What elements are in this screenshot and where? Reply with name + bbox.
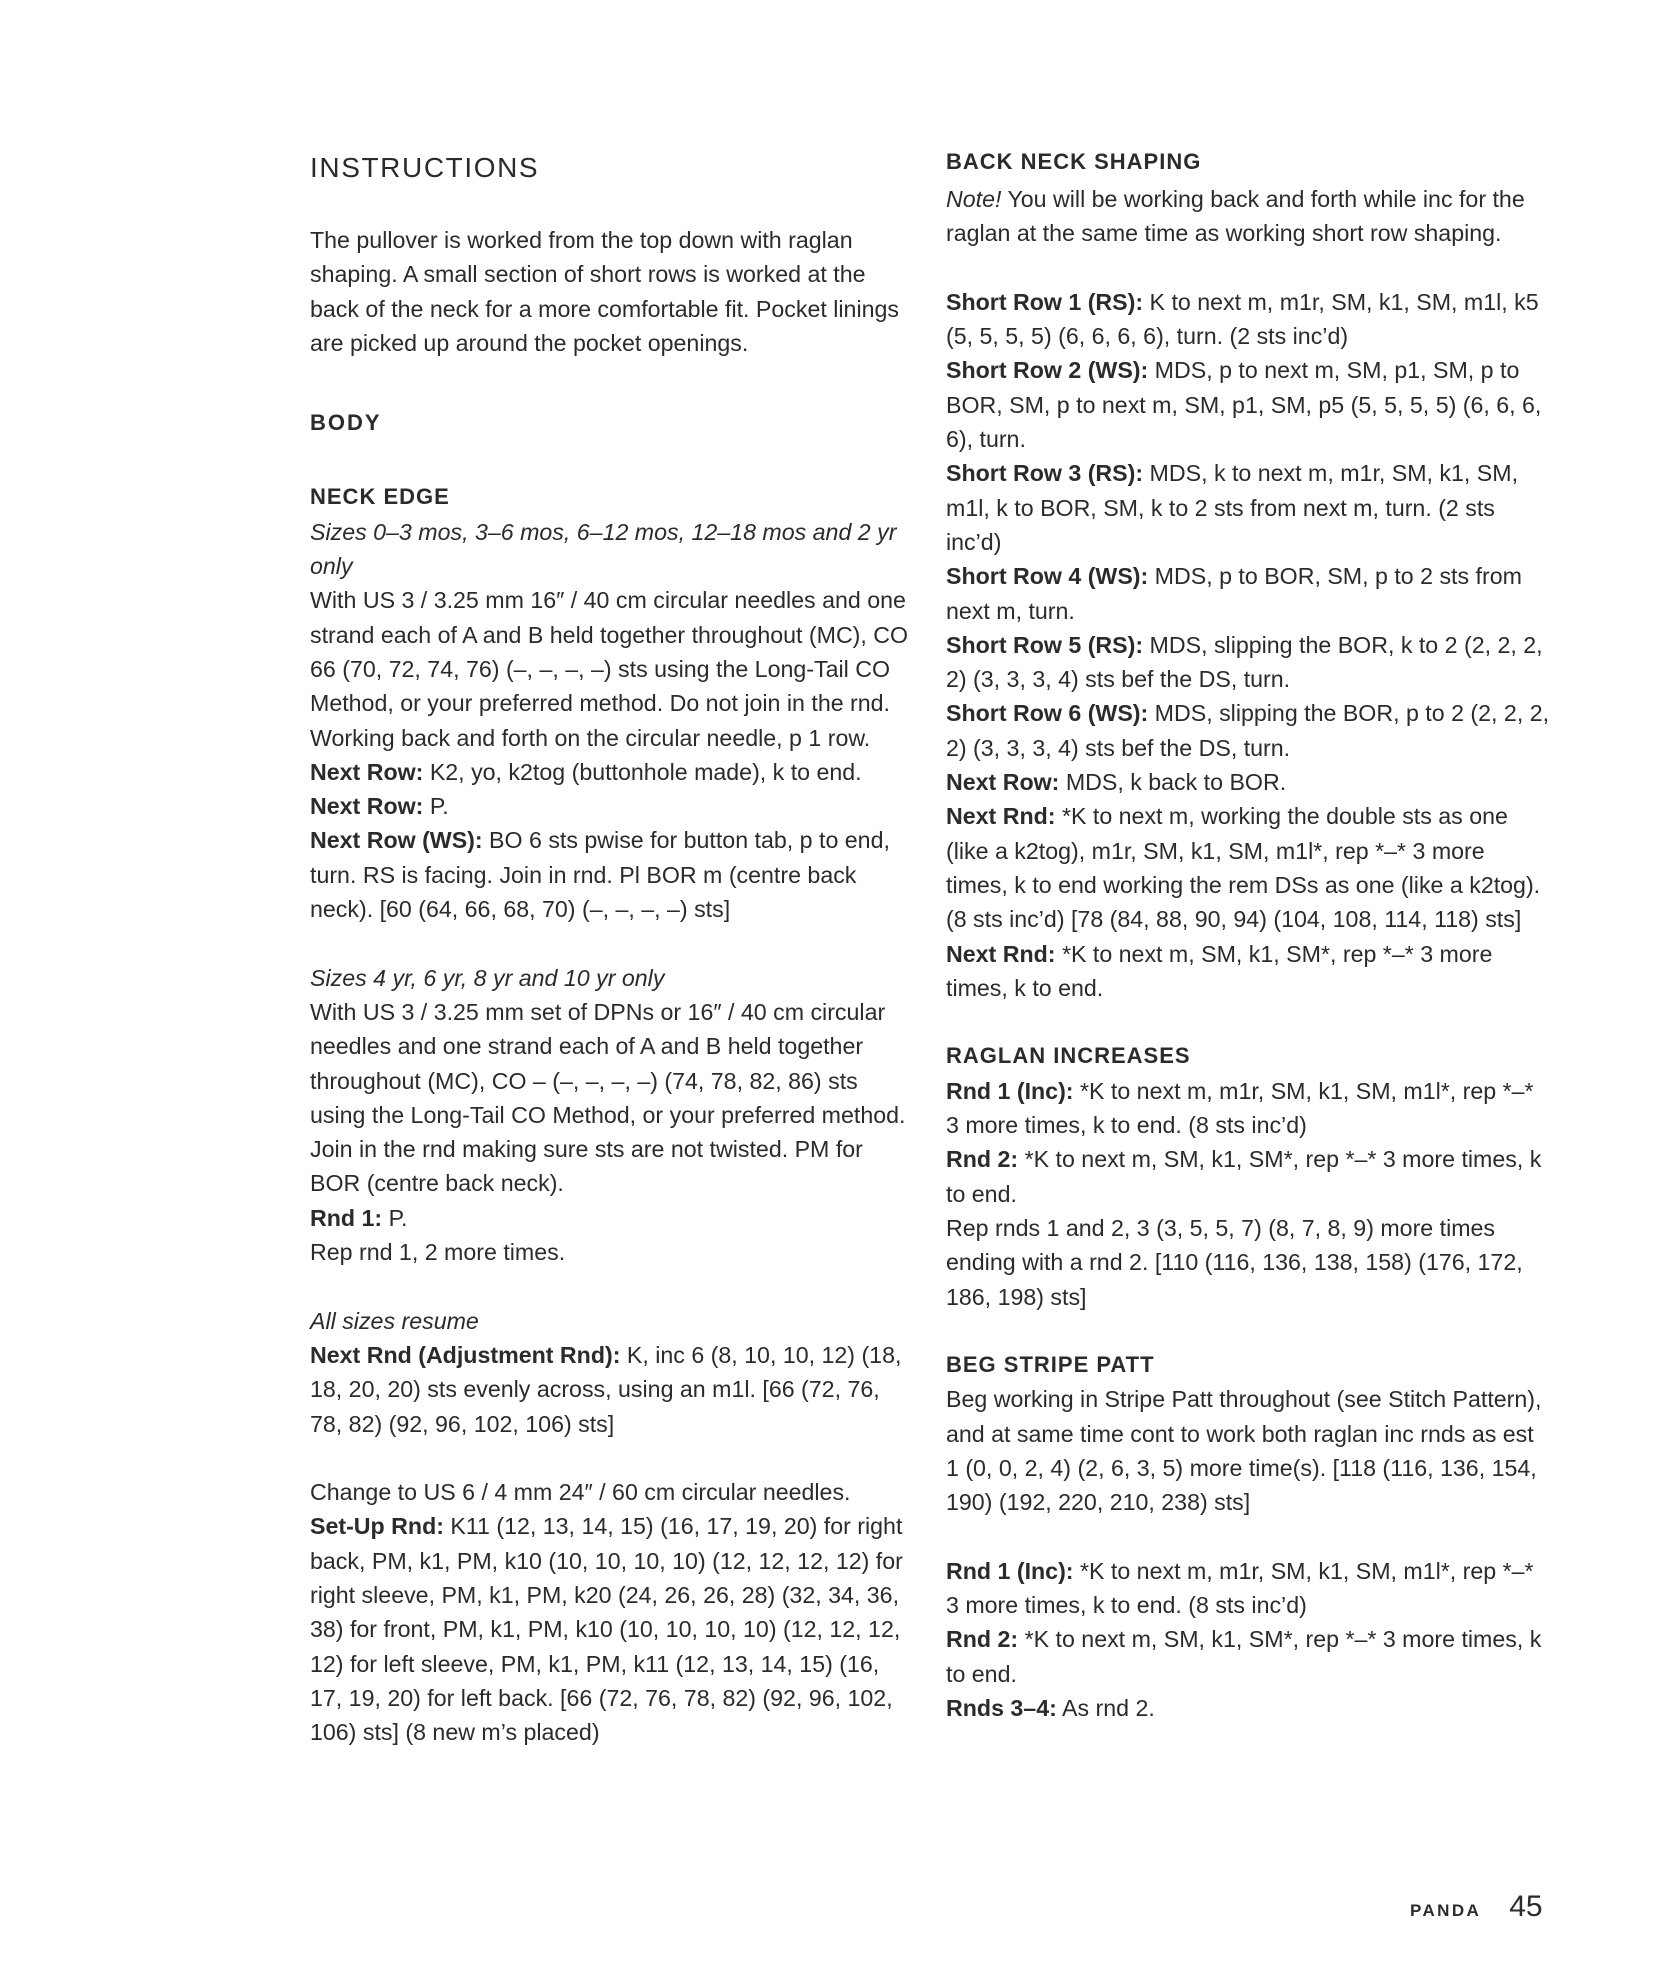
right-column <box>946 142 1551 1725</box>
label: Next Row: <box>946 769 1060 796</box>
text: MDS, slipping the BOR, k to 2 (2, 2, 2, 2) (3, 3, 3, 4) sts bef the DS, turn. <box>946 631 1543 693</box>
next-row-ws <box>310 823 910 926</box>
label: Short Row 3 (RS): <box>946 460 1144 487</box>
text: P. <box>382 1204 408 1231</box>
text: *K to next m, SM, k1, SM*, rep *–* 3 more times, k to end. <box>946 1146 1542 1207</box>
label: Short Row 4 (WS): <box>946 563 1149 590</box>
next-rnd-1 <box>946 799 1551 936</box>
label: Rnd 2: <box>946 1146 1019 1173</box>
rnd-1 <box>310 1201 910 1235</box>
text: MDS, slipping the BOR, p to 2 (2, 2, 2, 2) (3, 3, 3, 4) sts bef the DS, turn. <box>946 700 1550 761</box>
next-row-1 <box>310 755 910 789</box>
short-row-5 <box>946 628 1551 697</box>
body-heading: BODY <box>310 410 382 436</box>
adjustment-rnd <box>310 1338 910 1441</box>
label: Short Row 5 (RS): <box>946 631 1144 658</box>
next-row <box>946 765 1551 799</box>
short-row-1 <box>946 285 1551 354</box>
intro-paragraph: The pullover is worked from the top down with raglan shaping. A small section of short rows is worked at the back of the neck for a more comfortable fit. Pocket linings are picked up around the pocket openings. <box>310 227 899 356</box>
instructions-title: INSTRUCTIONS <box>310 152 540 183</box>
text: *K to next m, m1r, SM, k1, SM, m1l*, rep *–* 3 more times, k to end. (8 sts inc’d) <box>946 1557 1534 1619</box>
short-row-3 <box>946 456 1551 559</box>
note <box>946 182 1551 251</box>
text: BO 6 sts pwise for button tab, p to end, turn. RS is facing. Join in rnd. Pl BOR m (centre back neck). [60 (64, 66, 68, 70) (–, –, –, –) sts] <box>310 827 890 923</box>
text: *K to next m, SM, k1, SM*, rep *–* 3 more times, k to end. <box>946 1626 1542 1687</box>
raglan-rnd-1 <box>946 1074 1551 1143</box>
text: K to next m, m1r, SM, k1, SM, m1l, k5 (5, 5, 5, 5) (6, 6, 6, 6), turn. (2 sts inc’d) <box>946 288 1539 350</box>
note-label: Note! <box>946 186 1002 212</box>
footer-brand: PANDA <box>1410 1901 1482 1920</box>
label: Rnd 2: <box>946 1626 1019 1653</box>
raglan-rnd-2 <box>946 1142 1551 1211</box>
text: MDS, p to BOR, SM, p to 2 sts from next m, turn. <box>946 563 1522 624</box>
label: Rnd 1 (Inc): <box>946 1557 1074 1584</box>
neck-edge-p5: Change to US 6 / 4 mm 24″ / 60 cm circular needles. <box>310 1479 851 1506</box>
text: MDS, p to next m, SM, p1, SM, p to BOR, SM, p to next m, SM, p1, SM, p5 (5, 5, 5, 5) (6, 6, 6, 6), turn. <box>946 357 1542 453</box>
label: Rnds 3–4: <box>946 1695 1057 1722</box>
sizes-a-note: Sizes 0–3 mos, 3–6 mos, 6–12 mos, 12–18 mos and 2 yr only <box>310 518 897 580</box>
label: Set-Up Rnd: <box>310 1513 444 1540</box>
stripe-rnd-2 <box>946 1622 1551 1691</box>
neck-edge-heading: NECK EDGE <box>310 484 450 510</box>
text: *K to next m, SM, k1, SM*, rep *–* 3 more times, k to end. <box>946 940 1493 1001</box>
neck-edge-p1: With US 3 / 3.25 mm 16″ / 40 cm circular needles and one strand each of A and B held together throughout (MC), CO 66 (70, 72, 74, 76) (–, –, –, –) sts using the Long-Tail CO Method, or your preferred method. Do not join in the rnd. <box>310 587 909 717</box>
note-text: You will be working back and forth while inc for the raglan at the same time as working short row shaping. <box>946 186 1525 247</box>
page-number: 45 <box>1509 1890 1543 1923</box>
text: K2, yo, k2tog (buttonhole made), k to end. <box>423 758 862 785</box>
text: K11 (12, 13, 14, 15) (16, 17, 19, 20) for right back, PM, k1, PM, k10 (10, 10, 10, 10) (12, 12, 12, 12) for right sleeve, PM, k1, PM, k20 (24, 26, 26, 28) (32, 34, 36, 38) for front, PM, k1, PM, k10 (10, 10, 10, 10) (12, 12, 12, 12) for left sleeve, PM, k1, PM, k11 (12, 13, 14, 15) (16, 17, 19, 20) for left back. [66 (72, 76, 78, 82) (92, 96, 102, 106) sts] (8 new m’s placed) <box>310 1513 903 1746</box>
label: Short Row 6 (WS): <box>946 700 1149 727</box>
left-column <box>310 142 910 1749</box>
text: *K to next m, working the double sts as one (like a k2tog), m1r, SM, k1, SM, m1l*, rep *–* 3 more times, k to end working the rem DSs as one (like a k2tog). (8 sts inc’d) [78 (84, 88, 90, 94) (104, 108, 114, 118) sts] <box>946 803 1541 933</box>
sizes-b-note: Sizes 4 yr, 6 yr, 8 yr and 10 yr only <box>310 964 665 991</box>
label: Short Row 1 (RS): <box>946 288 1144 315</box>
short-row-6 <box>946 696 1551 765</box>
text: MDS, k to next m, m1r, SM, k1, SM, m1l, k to BOR, SM, k to 2 sts from next m, turn. (2 sts inc’d) <box>946 460 1519 555</box>
text: *K to next m, m1r, SM, k1, SM, m1l*, rep *–* 3 more times, k to end. (8 sts inc’d) <box>946 1077 1534 1139</box>
text: As rnd 2. <box>1056 1695 1155 1722</box>
stripe-p1: Beg working in Stripe Patt throughout (see Stitch Pattern), and at same time cont to work both raglan inc rnds as est 1 (0, 0, 2, 4) (2, 6, 3, 5) more time(s). [118 (116, 136, 154, 190) (192, 220, 210, 238) sts] <box>946 1386 1542 1516</box>
text: P. <box>423 793 449 820</box>
label: Next Rnd (Adjustment Rnd): <box>310 1341 621 1368</box>
label: Short Row 2 (WS): <box>946 357 1149 384</box>
text: MDS, k back to BOR. <box>1059 769 1287 796</box>
raglan-heading: RAGLAN INCREASES <box>946 1043 1191 1069</box>
label: Next Rnd: <box>946 940 1056 967</box>
label: Next Rnd: <box>946 803 1056 830</box>
short-row-4 <box>946 559 1551 628</box>
raglan-rep: Rep rnds 1 and 2, 3 (3, 5, 5, 7) (8, 7, 8, 9) more times ending with a rnd 2. [110 (116, 136, 138, 158) (176, 172, 186, 198) sts] <box>946 1214 1523 1310</box>
stripe-rnds-3-4 <box>946 1691 1551 1725</box>
label: Rnd 1: <box>310 1204 383 1231</box>
back-neck-heading: BACK NECK SHAPING <box>946 149 1202 174</box>
neck-edge-p2: Working back and forth on the circular needle, p 1 row. <box>310 724 871 751</box>
label: Rnd 1 (Inc): <box>946 1077 1074 1104</box>
label: Next Row: <box>310 758 424 785</box>
stripe-heading: BEG STRIPE PATT <box>946 1352 1155 1378</box>
text: K, inc 6 (8, 10, 10, 12) (18, 18, 20, 20) sts evenly across, using an m1l. [66 (72, 76, 78, 82) (92, 96, 102, 106) sts] <box>310 1341 902 1437</box>
label: Next Row (WS): <box>310 827 483 854</box>
all-sizes-note: All sizes resume <box>310 1307 479 1334</box>
next-rnd-2 <box>946 937 1551 1006</box>
next-row-2 <box>310 789 910 823</box>
short-row-2 <box>946 353 1551 456</box>
neck-edge-p4: Rep rnd 1, 2 more times. <box>310 1239 566 1266</box>
setup-rnd <box>310 1509 910 1749</box>
stripe-rnd-1 <box>946 1554 1551 1623</box>
neck-edge-p3: With US 3 / 3.25 mm set of DPNs or 16″ / 40 cm circular needles and one strand each of A and B held together throughout (MC), CO – (–, –, –, –) (74, 78, 82, 86) sts using the Long-Tail CO Method, or your preferred method. Join in the rnd making sure sts are not twisted. PM for BOR (centre back neck). <box>310 998 906 1197</box>
page-footer <box>1410 1890 1543 1924</box>
label: Next Row: <box>310 793 424 820</box>
